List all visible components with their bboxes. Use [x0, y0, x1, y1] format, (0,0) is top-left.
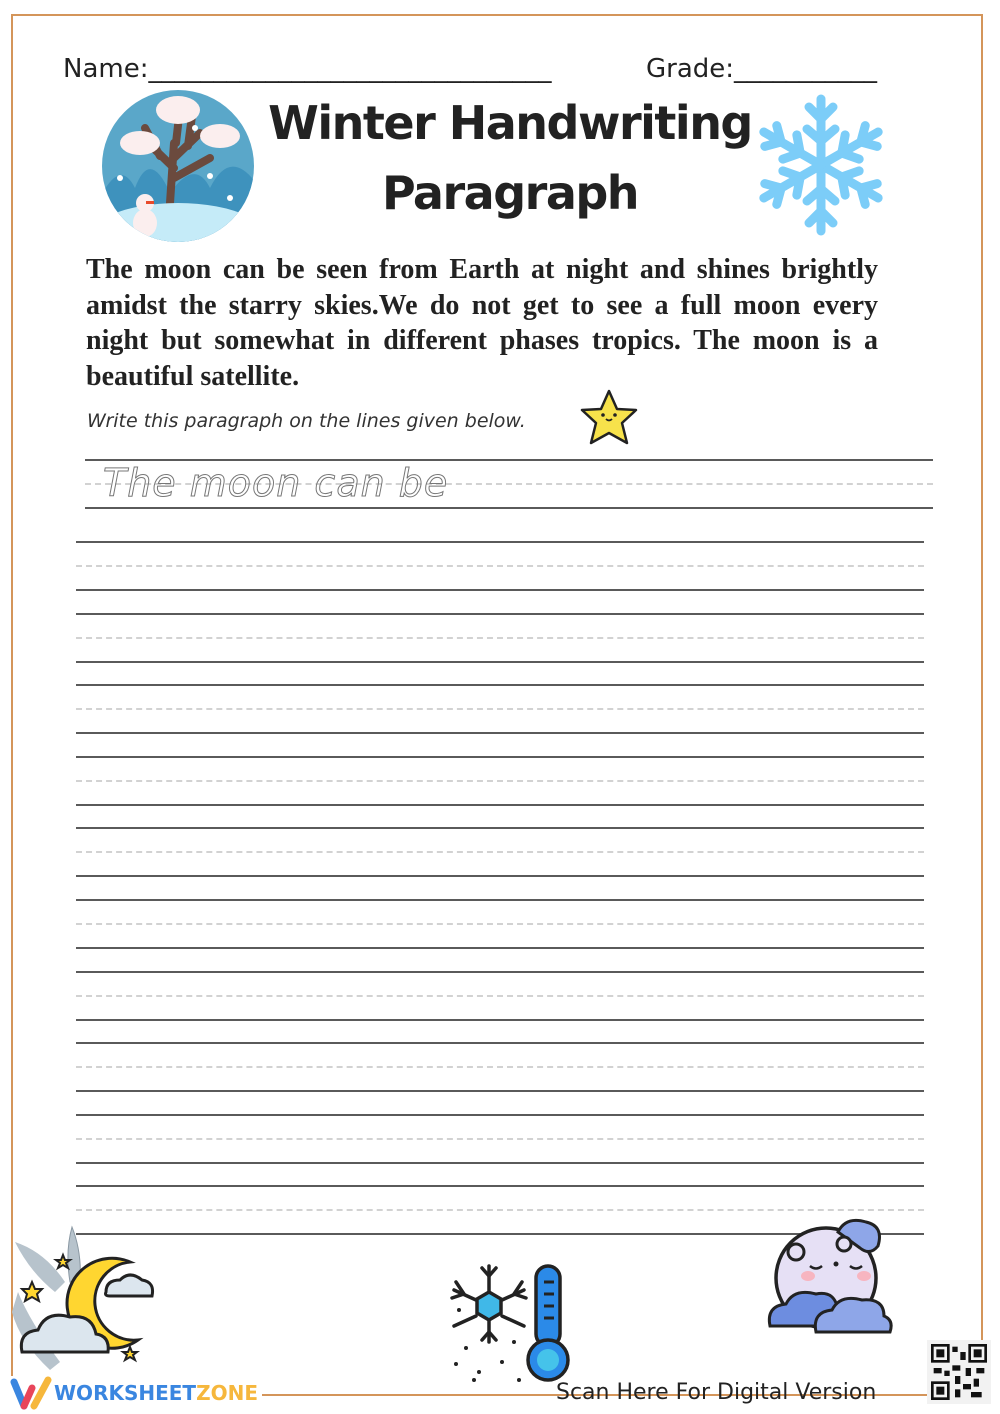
worksheetzone-logo[interactable]: [10, 1376, 262, 1410]
writing-row[interactable]: [76, 684, 924, 734]
writing-row[interactable]: [76, 827, 924, 877]
row-top-line: [76, 1042, 924, 1044]
logo-text-zone: ZONE: [196, 1381, 258, 1405]
row-top-line: [76, 756, 924, 758]
qr-code-icon: [927, 1340, 991, 1404]
row-baseline: [85, 507, 933, 509]
writing-row[interactable]: [76, 541, 924, 591]
grade-field[interactable]: Grade:___________: [646, 54, 878, 84]
row-midline: [76, 995, 924, 997]
sleeping-moon-icon: [766, 1216, 896, 1342]
writing-row[interactable]: [76, 971, 924, 1021]
tracing-text: The moon can be: [103, 461, 449, 505]
name-field[interactable]: Name:_______________________________: [63, 54, 552, 84]
qr-code[interactable]: [927, 1340, 991, 1404]
writing-row[interactable]: [76, 756, 924, 806]
row-top-line: [76, 1185, 924, 1187]
row-baseline: [76, 589, 924, 591]
row-midline: [76, 565, 924, 567]
row-midline: [76, 851, 924, 853]
smiling-star-icon: [578, 388, 640, 446]
snowflake-thermometer-icon: [444, 1262, 574, 1390]
row-top-line: [76, 971, 924, 973]
row-top-line: [76, 541, 924, 543]
row-baseline: [76, 804, 924, 806]
row-midline: [76, 923, 924, 925]
scan-digital-version-text: Scan Here For Digital Version: [556, 1380, 877, 1405]
logo-mark-icon: [10, 1376, 54, 1410]
row-baseline: [76, 875, 924, 877]
row-top-line: [76, 684, 924, 686]
row-midline: [76, 708, 924, 710]
row-baseline: [76, 1162, 924, 1164]
winter-tree-icon: [100, 88, 256, 244]
row-top-line: [76, 1114, 924, 1116]
page-title-line2: Paragraph: [381, 166, 639, 220]
page-title-line1: Winter Handwriting: [268, 96, 752, 150]
row-top-line: [76, 899, 924, 901]
tracing-row[interactable]: [85, 459, 933, 509]
writing-row[interactable]: [76, 1042, 924, 1092]
row-midline: [76, 1066, 924, 1068]
row-baseline: [76, 661, 924, 663]
row-baseline: [76, 1019, 924, 1021]
row-baseline: [76, 947, 924, 949]
snowflake-icon: [748, 92, 894, 238]
writing-row[interactable]: [76, 613, 924, 663]
row-baseline: [76, 1090, 924, 1092]
row-top-line: [76, 613, 924, 615]
writing-row[interactable]: [76, 899, 924, 949]
row-midline: [76, 1209, 924, 1211]
bunny-moon-clouds-icon: [10, 1222, 155, 1372]
writing-row[interactable]: [76, 1114, 924, 1164]
logo-text-worksheet: WORKSHEET: [54, 1381, 197, 1405]
row-midline: [76, 780, 924, 782]
row-baseline: [76, 732, 924, 734]
row-midline: [76, 637, 924, 639]
instruction-text: Write this paragraph on the lines given below.: [87, 410, 526, 432]
row-top-line: [76, 827, 924, 829]
row-midline: [76, 1138, 924, 1140]
model-paragraph: The moon can be seen from Earth at night and shines brightly amidst the starry skies.We do not get to see a full moon every night but somewhat in different phases tropics. The moon is a beautiful satellite.: [86, 254, 878, 392]
